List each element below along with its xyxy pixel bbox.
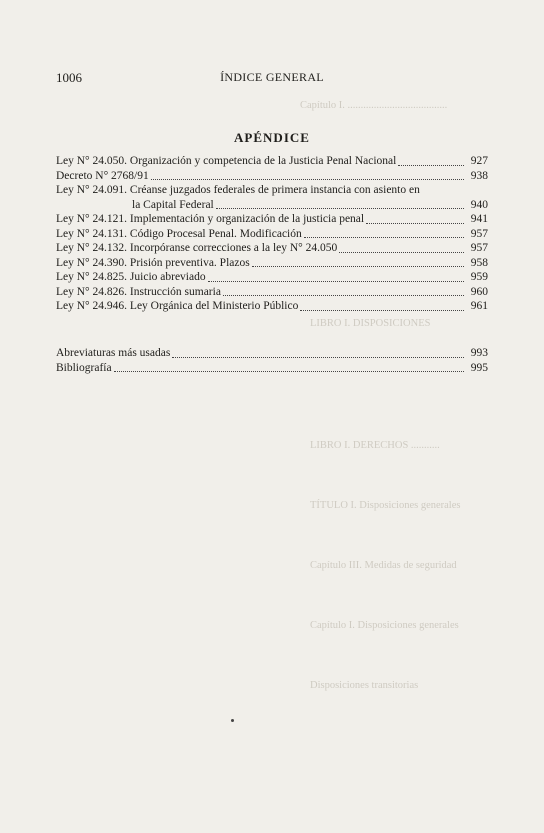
toc-entry[interactable] bbox=[56, 154, 488, 169]
ink-speck bbox=[231, 719, 234, 722]
toc-entry[interactable] bbox=[56, 169, 488, 184]
entry-page: 995 bbox=[470, 361, 488, 374]
bleed-through-text: TÍTULO I. Disposiciones generales bbox=[310, 500, 461, 511]
page-number: 1006 bbox=[56, 70, 82, 85]
dot-leader bbox=[216, 208, 464, 209]
dot-leader bbox=[223, 295, 464, 296]
bleed-through-text: Disposiciones transitorias bbox=[310, 680, 419, 691]
entry-ref: Ley N° 24.121. bbox=[56, 213, 128, 225]
toc-entry[interactable] bbox=[56, 361, 488, 376]
entry-ref: Ley N° 24.091. bbox=[56, 184, 128, 196]
dot-leader bbox=[172, 357, 464, 358]
entry-ref: Ley N° 24.825. bbox=[56, 271, 128, 283]
entry-ref: Ley N° 24.826. bbox=[56, 285, 128, 298]
entry-title: Juicio abreviado bbox=[129, 271, 206, 283]
running-title: ÍNDICE GENERAL bbox=[220, 70, 324, 84]
entry-title: Créanse juzgados federales de primera instancia con asiento en bbox=[129, 184, 420, 196]
entry-title: Código Procesal Penal. Modificación bbox=[129, 227, 302, 240]
dot-leader bbox=[366, 223, 464, 224]
bleed-through-text: Capítulo I. Disposiciones generales bbox=[310, 620, 459, 631]
entry-page: 958 bbox=[470, 256, 488, 269]
entry-page: 959 bbox=[470, 271, 488, 283]
entry-title: Abreviaturas más usadas bbox=[56, 347, 171, 359]
dot-leader bbox=[300, 310, 464, 311]
entry-title: Incorpóranse correcciones a la ley N° 24.050 bbox=[129, 242, 338, 254]
entry-title-continuation: la Capital Federal bbox=[132, 198, 214, 211]
entry-page: 938 bbox=[470, 169, 488, 182]
entry-title: Implementación y organización de la justicia penal bbox=[129, 213, 365, 225]
entry-title: Organización y competencia de la Justicia Penal Nacional bbox=[129, 155, 397, 167]
toc-entry[interactable] bbox=[56, 183, 488, 212]
section-title: APÉNDICE bbox=[234, 130, 310, 145]
entry-ref: Ley N° 24.390. bbox=[56, 256, 128, 269]
entry-title: Ley Orgánica del Ministerio Público bbox=[129, 300, 299, 312]
bleed-through-text: LIBRO I. DERECHOS ........... bbox=[310, 440, 440, 451]
entry-title: Instrucción sumaria bbox=[129, 285, 221, 298]
toc-entry[interactable] bbox=[56, 285, 488, 300]
entry-title: Bibliografía bbox=[56, 361, 112, 374]
toc-entry[interactable] bbox=[56, 299, 488, 314]
entry-ref: Ley N° 24.131. bbox=[56, 227, 128, 240]
bleed-through-text: Capítulo III. Medidas de seguridad bbox=[310, 560, 457, 571]
entry-page: 960 bbox=[470, 285, 488, 298]
entry-title: Prisión preventiva. Plazos bbox=[129, 256, 250, 269]
entry-page: 993 bbox=[470, 347, 488, 359]
dot-leader bbox=[304, 237, 464, 238]
entry-page: 961 bbox=[470, 300, 488, 312]
page-header bbox=[56, 70, 488, 86]
dot-leader bbox=[208, 281, 464, 282]
dot-leader bbox=[252, 266, 464, 267]
dot-leader bbox=[339, 252, 464, 253]
toc-entry[interactable] bbox=[56, 212, 488, 227]
entry-page: 940 bbox=[470, 198, 488, 211]
dot-leader bbox=[114, 371, 464, 372]
toc-entry[interactable] bbox=[56, 241, 488, 256]
entry-ref: Ley N° 24.132. bbox=[56, 242, 128, 254]
entry-page: 927 bbox=[470, 155, 488, 167]
appendix-toc bbox=[56, 154, 488, 314]
toc-entry[interactable] bbox=[56, 346, 488, 361]
back-matter-toc bbox=[56, 346, 488, 375]
toc-entry[interactable] bbox=[56, 256, 488, 271]
entry-ref: Ley N° 24.946. bbox=[56, 300, 128, 312]
bleed-through-text: Capítulo I. ...................................... bbox=[300, 100, 448, 111]
entry-page: 957 bbox=[470, 242, 488, 254]
entry-ref: Decreto N° 2768/91 bbox=[56, 169, 149, 182]
dot-leader bbox=[398, 165, 464, 166]
entry-ref: Ley N° 24.050. bbox=[56, 155, 128, 167]
entry-page: 957 bbox=[470, 227, 488, 240]
bleed-through-text: LIBRO I. DISPOSICIONES bbox=[310, 318, 431, 329]
toc-entry[interactable] bbox=[56, 270, 488, 285]
dot-leader bbox=[151, 179, 464, 180]
entry-page: 941 bbox=[470, 213, 488, 225]
toc-entry[interactable] bbox=[56, 227, 488, 242]
